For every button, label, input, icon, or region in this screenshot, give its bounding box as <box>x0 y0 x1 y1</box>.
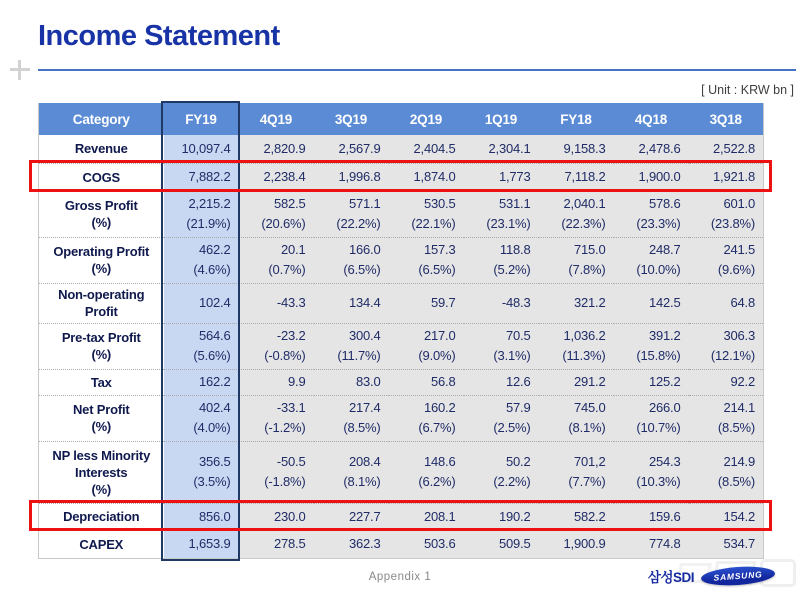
percent-text: (22.1%) <box>411 216 456 231</box>
row-label <box>39 530 164 558</box>
page-title: Income Statement <box>38 20 280 52</box>
row-label-line: Non-operating <box>58 287 145 302</box>
value-cell <box>389 283 464 323</box>
row-label-line: Profit <box>84 304 118 319</box>
table-row <box>39 135 764 163</box>
value-cell <box>164 163 239 191</box>
table-row <box>39 503 764 530</box>
value-cell <box>689 191 764 237</box>
table-row <box>39 395 764 441</box>
value-text: 1,653.9 <box>188 536 231 551</box>
value-text: 1,773 <box>498 169 531 184</box>
column-header: Category <box>39 103 164 135</box>
value-cell <box>614 323 689 369</box>
value-cell <box>539 503 614 530</box>
value-cell <box>539 369 614 395</box>
value-text: 50.2 <box>505 454 531 469</box>
value-cell <box>164 441 239 503</box>
value-text: 125.2 <box>648 374 681 389</box>
value-text: 57.9 <box>505 400 531 415</box>
table-row <box>39 283 764 323</box>
percent-text: (8.5%) <box>717 474 755 489</box>
value-text: 217.0 <box>423 328 456 343</box>
value-cell <box>464 395 539 441</box>
value-cell <box>389 163 464 191</box>
row-label-line: NP less Minority <box>52 447 151 463</box>
column-header: 4Q19 <box>239 103 314 135</box>
value-cell <box>539 441 614 503</box>
value-text: -33.1 <box>276 400 306 415</box>
value-text: 2,040.1 <box>563 196 606 211</box>
row-label <box>39 395 164 441</box>
header-row <box>39 103 764 135</box>
row-label-line: Depreciation <box>63 509 140 524</box>
value-text: 2,404.5 <box>413 140 456 156</box>
row-label-line: Gross Profit <box>64 198 138 213</box>
value-text: 160.2 <box>423 400 456 415</box>
value-cell <box>239 237 314 283</box>
column-header: FY19 <box>164 103 239 135</box>
value-cell <box>389 395 464 441</box>
value-text: 12.6 <box>505 374 531 389</box>
percent-text: (10.0%) <box>636 262 681 277</box>
value-cell <box>164 135 239 163</box>
table-row <box>39 323 764 369</box>
value-text: -23.2 <box>276 328 306 343</box>
column-header: FY18 <box>539 103 614 135</box>
value-cell <box>314 530 389 558</box>
value-cell <box>539 163 614 191</box>
value-cell <box>689 503 764 530</box>
value-text: 248.7 <box>648 242 681 257</box>
value-cell <box>239 369 314 395</box>
value-text: -48.3 <box>501 295 531 310</box>
table-row <box>39 191 764 237</box>
value-text: 701,2 <box>573 454 606 469</box>
value-text: 254.3 <box>648 454 681 469</box>
value-text: 291.2 <box>573 374 606 389</box>
value-cell <box>314 369 389 395</box>
value-cell <box>464 441 539 503</box>
percent-text: (7.7%) <box>568 474 606 489</box>
value-text: 530.5 <box>423 196 456 211</box>
value-cell <box>689 395 764 441</box>
statement-table <box>38 103 764 559</box>
value-cell <box>539 237 614 283</box>
value-cell <box>464 323 539 369</box>
value-cell <box>689 163 764 191</box>
percent-text: (5.6%) <box>193 348 231 363</box>
row-label-line: COGS <box>82 169 120 185</box>
value-cell <box>614 369 689 395</box>
row-label-line: Revenue <box>74 141 128 157</box>
value-cell <box>689 135 764 163</box>
value-text: 1,900.0 <box>638 169 681 184</box>
value-cell <box>689 283 764 323</box>
value-cell <box>389 530 464 558</box>
percent-text: (20.6%) <box>261 216 306 231</box>
value-cell <box>239 135 314 163</box>
value-text: 774.8 <box>648 536 681 551</box>
title-divider <box>38 69 796 71</box>
value-text: 745.0 <box>573 400 606 415</box>
value-cell <box>614 503 689 530</box>
value-cell <box>464 369 539 395</box>
percent-text: (8.1%) <box>568 420 606 435</box>
samsung-logo: SAMSUNG <box>700 564 775 587</box>
value-text: 2,238.4 <box>263 169 306 184</box>
value-text: 321.2 <box>573 295 606 310</box>
value-text: 266.0 <box>648 400 681 415</box>
value-cell <box>464 163 539 191</box>
percent-text: (6.5%) <box>418 262 456 277</box>
percent-text: (-0.8%) <box>264 348 306 363</box>
value-text: 9,158.3 <box>563 140 606 156</box>
value-cell <box>164 369 239 395</box>
table-row <box>39 163 764 191</box>
value-cell <box>464 191 539 237</box>
value-cell <box>464 135 539 163</box>
value-text: 208.1 <box>423 508 456 524</box>
value-text: 564.6 <box>198 328 231 343</box>
value-cell <box>239 163 314 191</box>
value-cell <box>614 237 689 283</box>
row-label-line: (%) <box>91 481 112 497</box>
value-cell <box>464 237 539 283</box>
value-text: 83.0 <box>355 374 381 389</box>
value-cell <box>539 283 614 323</box>
row-label <box>39 323 164 369</box>
percent-text: (2.5%) <box>493 420 531 435</box>
percent-text: (15.8%) <box>636 348 681 363</box>
value-text: 1,921.8 <box>713 169 755 184</box>
row-label-line: (%) <box>91 347 112 362</box>
value-text: 214.1 <box>723 400 755 415</box>
percent-text: (6.5%) <box>343 262 381 277</box>
value-cell <box>539 323 614 369</box>
value-cell <box>239 323 314 369</box>
value-cell <box>164 237 239 283</box>
percent-text: (11.7%) <box>337 348 381 363</box>
value-cell <box>239 530 314 558</box>
value-text: 157.3 <box>423 242 456 257</box>
row-label <box>39 369 164 395</box>
value-cell <box>539 191 614 237</box>
unit-label: [ Unit : KRW bn ] <box>701 83 794 97</box>
percent-text: (8.5%) <box>717 420 755 435</box>
percent-text: (8.5%) <box>343 420 381 435</box>
value-text: 278.5 <box>273 536 306 551</box>
value-text: 166.0 <box>348 242 381 257</box>
column-header: 3Q18 <box>689 103 764 135</box>
value-cell <box>389 323 464 369</box>
value-text: 7,882.2 <box>188 169 231 184</box>
value-cell <box>164 283 239 323</box>
value-cell <box>164 503 239 530</box>
percent-text: (22.3%) <box>561 216 606 231</box>
value-cell <box>314 395 389 441</box>
value-cell <box>389 191 464 237</box>
value-text: 534.7 <box>723 536 755 551</box>
value-cell <box>239 441 314 503</box>
percent-text: (0.7%) <box>268 262 306 277</box>
value-cell <box>689 441 764 503</box>
value-cell <box>314 237 389 283</box>
value-cell <box>164 323 239 369</box>
value-cell <box>389 441 464 503</box>
percent-text: (6.2%) <box>418 474 456 489</box>
row-label <box>39 135 164 163</box>
value-text: 20.1 <box>280 242 306 257</box>
value-cell <box>164 191 239 237</box>
column-header: 1Q19 <box>464 103 539 135</box>
value-text: 162.2 <box>198 374 231 389</box>
value-text: 578.6 <box>648 196 681 211</box>
value-text: 7,118.2 <box>564 169 606 184</box>
value-text: 227.7 <box>348 508 381 524</box>
value-text: 582.5 <box>273 196 306 211</box>
value-text: 92.2 <box>730 374 755 389</box>
value-cell <box>614 395 689 441</box>
income-statement-table-wrap <box>38 103 763 559</box>
value-text: 1,874.0 <box>413 169 456 184</box>
value-cell <box>389 135 464 163</box>
value-cell <box>389 503 464 530</box>
value-text: 571.1 <box>348 196 381 211</box>
value-text: -43.3 <box>276 295 306 310</box>
percent-text: (-1.2%) <box>264 420 306 435</box>
value-text: -50.5 <box>276 454 306 469</box>
row-label-line: Pre-tax Profit <box>61 330 141 345</box>
appendix-label: Appendix 1 <box>368 571 432 583</box>
row-label <box>39 163 164 191</box>
value-text: 241.5 <box>723 242 755 257</box>
value-cell <box>164 530 239 558</box>
table-row <box>39 441 764 503</box>
value-text: 56.8 <box>430 374 456 389</box>
value-cell <box>314 163 389 191</box>
value-cell <box>464 283 539 323</box>
value-text: 402.4 <box>198 400 231 415</box>
value-text: 509.5 <box>498 536 531 551</box>
percent-text: (3.5%) <box>193 474 231 489</box>
value-text: 2,567.9 <box>338 140 381 156</box>
value-cell <box>239 283 314 323</box>
value-cell <box>614 441 689 503</box>
value-cell <box>314 135 389 163</box>
percent-text: (-1.8%) <box>264 474 306 489</box>
value-cell <box>314 503 389 530</box>
value-cell <box>314 323 389 369</box>
value-text: 154.2 <box>723 508 755 524</box>
percent-text: (5.2%) <box>493 262 531 277</box>
value-text: 462.2 <box>198 242 231 257</box>
value-text: 230.0 <box>273 508 306 524</box>
value-cell <box>164 395 239 441</box>
row-label-line: Net Profit <box>72 402 130 417</box>
value-cell <box>689 323 764 369</box>
table-row <box>39 237 764 283</box>
percent-text: (9.0%) <box>418 348 456 363</box>
value-cell <box>689 369 764 395</box>
value-cell <box>614 163 689 191</box>
value-cell <box>239 395 314 441</box>
row-label-line: Interests <box>75 464 128 480</box>
value-text: 190.2 <box>498 508 531 524</box>
percent-text: (21.9%) <box>186 216 231 231</box>
value-cell <box>539 395 614 441</box>
value-cell <box>614 191 689 237</box>
value-text: 582.2 <box>573 508 606 524</box>
value-text: 2,304.1 <box>488 140 531 156</box>
value-text: 10,097.4 <box>181 140 231 156</box>
value-cell <box>689 530 764 558</box>
value-text: 214.9 <box>723 454 755 469</box>
value-cell <box>314 441 389 503</box>
value-text: 300.4 <box>348 328 381 343</box>
value-text: 102.4 <box>198 295 231 310</box>
value-cell <box>614 135 689 163</box>
percent-text: (11.3%) <box>562 348 606 363</box>
percent-text: (3.1%) <box>493 348 531 363</box>
value-cell <box>314 191 389 237</box>
value-text: 9.9 <box>288 374 306 389</box>
value-cell <box>614 530 689 558</box>
percent-text: (23.8%) <box>710 216 755 231</box>
value-text: 2,522.8 <box>713 140 755 156</box>
value-cell <box>539 135 614 163</box>
value-text: 715.0 <box>573 242 606 257</box>
value-text: 217.4 <box>348 400 381 415</box>
value-text: 391.2 <box>648 328 681 343</box>
value-text: 1,996.8 <box>338 169 381 184</box>
value-text: 59.7 <box>430 295 456 310</box>
value-text: 306.3 <box>723 328 755 343</box>
value-cell <box>389 369 464 395</box>
value-cell <box>464 503 539 530</box>
percent-text: (22.2%) <box>336 216 381 231</box>
column-header: 3Q19 <box>314 103 389 135</box>
value-cell <box>239 503 314 530</box>
row-label-line: Tax <box>90 374 112 390</box>
row-label-line: Operating Profit <box>53 244 150 259</box>
value-text: 1,036.2 <box>563 328 606 343</box>
brand-area <box>648 566 775 586</box>
value-cell <box>689 237 764 283</box>
value-text: 503.6 <box>423 536 456 551</box>
value-text: 1,900.9 <box>563 536 606 551</box>
value-cell <box>464 530 539 558</box>
percent-text: (10.7%) <box>636 420 681 435</box>
value-text: 70.5 <box>505 328 531 343</box>
percent-text: (4.6%) <box>193 262 231 277</box>
value-cell <box>539 530 614 558</box>
row-label <box>39 237 164 283</box>
value-text: 2,215.2 <box>188 196 231 211</box>
percent-text: (9.6%) <box>717 262 755 277</box>
value-text: 356.5 <box>198 454 231 469</box>
row-label-line: (%) <box>91 261 112 276</box>
column-header: 4Q18 <box>614 103 689 135</box>
row-label <box>39 191 164 237</box>
percent-text: (23.1%) <box>486 216 531 231</box>
percent-text: (10.3%) <box>636 474 681 489</box>
column-header: 2Q19 <box>389 103 464 135</box>
table-row <box>39 530 764 558</box>
value-text: 208.4 <box>348 454 381 469</box>
row-label-line: (%) <box>91 419 112 434</box>
percent-text: (8.1%) <box>343 474 381 489</box>
value-cell <box>389 237 464 283</box>
value-text: 148.6 <box>423 454 456 469</box>
percent-text: (2.2%) <box>493 474 531 489</box>
row-label-line: CAPEX <box>79 536 124 552</box>
value-text: 142.5 <box>648 295 681 310</box>
table-row <box>39 369 764 395</box>
percent-text: (23.3%) <box>636 216 681 231</box>
percent-text: (4.0%) <box>193 420 231 435</box>
value-text: 118.8 <box>499 242 531 257</box>
value-text: 64.8 <box>730 295 755 310</box>
value-cell <box>239 191 314 237</box>
samsung-sdi-wordmark: 삼성SDI <box>647 570 694 585</box>
percent-text: (6.7%) <box>418 420 456 435</box>
row-label <box>39 283 164 323</box>
value-text: 601.0 <box>723 196 755 211</box>
value-cell <box>614 283 689 323</box>
row-label-line: (%) <box>91 215 112 230</box>
row-label <box>39 503 164 530</box>
value-text: 856.0 <box>198 508 231 524</box>
value-cell <box>314 283 389 323</box>
value-text: 2,478.6 <box>638 140 681 156</box>
value-text: 362.3 <box>348 536 381 551</box>
row-label <box>39 441 164 503</box>
percent-text: (12.1%) <box>710 348 755 363</box>
plus-decoration <box>10 60 30 80</box>
value-text: 134.4 <box>348 295 381 310</box>
value-text: 159.6 <box>648 508 681 524</box>
value-text: 531.1 <box>498 196 531 211</box>
percent-text: (7.8%) <box>568 262 606 277</box>
value-text: 2,820.9 <box>263 140 306 156</box>
